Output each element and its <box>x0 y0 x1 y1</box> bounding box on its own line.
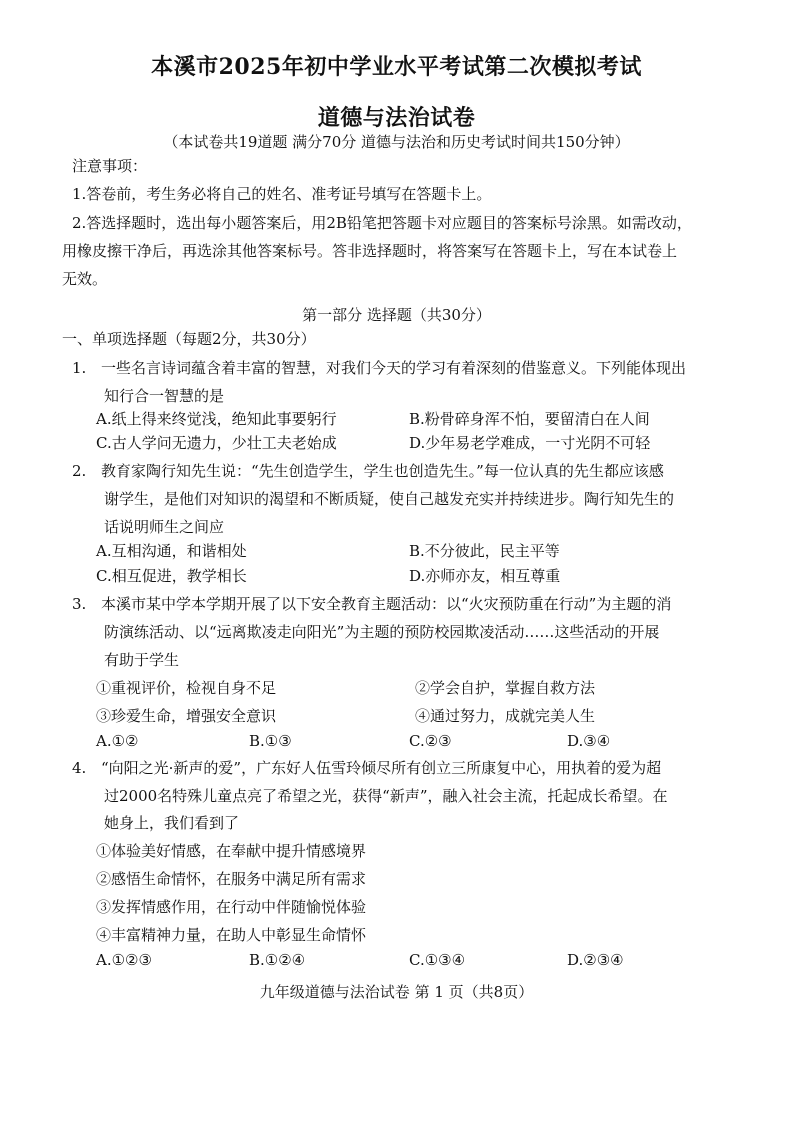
q2-option-b: B.不分彼此，民主平等 <box>409 542 560 560</box>
q3-statement-1: ①重视评价，检视自身不足 <box>96 679 277 697</box>
q1-number: 1. <box>72 359 87 377</box>
q1-option-d: D.少年易老学难成，一寸光阴不可轻 <box>409 434 651 452</box>
q3-option-d: D.③④ <box>567 732 611 750</box>
notes-item-2-line-3: 无效。 <box>62 270 108 288</box>
notes-heading: 注意事项： <box>72 157 148 175</box>
page-footer: 九年级道德与法治试卷 第 1 页（共8页） <box>259 983 534 1001</box>
q3-statement-3: ③珍爱生命，增强安全意识 <box>96 707 277 725</box>
exam-info: （本试卷共19道题 满分70分 道德与法治和历史考试时间共150分钟） <box>163 133 630 151</box>
q4-number: 4. <box>72 759 87 777</box>
q3-stem-line-2: 防演练活动、以“远离欺凌走向阳光”为主题的预防校园欺凌活动……这些活动的开展 <box>104 623 660 641</box>
q2-option-d: D.亦师亦友，相互尊重 <box>409 567 561 585</box>
q4-option-c: C.①③④ <box>409 951 466 969</box>
q1-stem-line-2: 知行合一智慧的是 <box>104 387 225 405</box>
exam-title: 本溪市2025年初中学业水平考试第二次模拟考试 <box>151 54 642 80</box>
q2-number: 2. <box>72 462 87 480</box>
exam-subtitle: 道德与法治试卷 <box>317 105 476 131</box>
q3-option-b: B.①③ <box>249 732 292 750</box>
q2-stem-line-2: 谢学生，是他们对知识的渴望和不断质疑，使自己越发充实并持续进步。陶行知先生的 <box>104 490 675 508</box>
q4-statement-4: ④丰富精神力量，在助人中彰显生命情怀 <box>96 926 367 944</box>
q2-option-c: C.相互促进，教学相长 <box>96 567 247 585</box>
notes-item-2-line-1: 2.答选择题时，选出每小题答案后，用2B铅笔把答题卡对应题目的答案标号涂黑。如需改动， <box>72 214 692 232</box>
q4-option-a: A.①②③ <box>96 951 152 969</box>
q2-option-a: A.互相沟通，和谐相处 <box>96 542 247 560</box>
q3-option-a: A.①② <box>96 732 139 750</box>
part-heading: 第一部分 选择题（共30分） <box>302 306 491 324</box>
q2-stem-line-3: 话说明师生之间应 <box>104 518 225 536</box>
q4-option-d: D.②③④ <box>567 951 624 969</box>
q1-option-b: B.粉骨碎身浑不怕，要留清白在人间 <box>409 410 650 428</box>
q1-option-c: C.古人学问无遗力，少壮工夫老始成 <box>96 434 337 452</box>
q4-stem-line-3: 她身上，我们看到了 <box>104 814 240 832</box>
q3-statement-4: ④通过努力，成就完美人生 <box>415 707 596 725</box>
q4-statement-3: ③发挥情感作用，在行动中伴随愉悦体验 <box>96 898 367 916</box>
q4-stem-line-1: “向阳之光·新声的爱”，广东好人伍雪玲倾尽所有创立三所康复中心，用执着的爱为超 <box>101 759 662 777</box>
notes-item-2-line-2: 用橡皮擦干净后，再选涂其他答案标号。答非选择题时，将答案写在答题卡上，写在本试卷上 <box>62 242 678 260</box>
section-heading: 一、单项选择题（每题2分，共30分） <box>62 330 316 348</box>
q1-option-a: A.纸上得来终觉浅，绝知此事要躬行 <box>96 410 337 428</box>
q3-number: 3. <box>72 595 87 613</box>
q4-option-b: B.①②④ <box>249 951 306 969</box>
notes-item-1: 1.答卷前，考生务必将自己的姓名、准考证号填写在答题卡上。 <box>72 185 492 203</box>
q4-statement-1: ①体验美好情感，在奉献中提升情感境界 <box>96 842 367 860</box>
q3-option-c: C.②③ <box>409 732 452 750</box>
q3-stem-line-3: 有助于学生 <box>104 651 180 669</box>
q4-statement-2: ②感悟生命情怀，在服务中满足所有需求 <box>96 870 367 888</box>
q2-stem-line-1: 教育家陶行知先生说：“先生创造学生，学生也创造先生。”每一位认真的先生都应该感 <box>101 462 664 480</box>
q3-stem-line-1: 本溪市某中学本学期开展了以下安全教育主题活动：以“火灾预防重在行动”为主题的消 <box>101 595 672 613</box>
q3-statement-2: ②学会自护，掌握自救方法 <box>415 679 596 697</box>
q4-stem-line-2: 过2000名特殊儿童点亮了希望之光，获得“新声”，融入社会主流，托起成长希望。在 <box>104 787 668 805</box>
q1-stem-line-1: 一些名言诗词蕴含着丰富的智慧，对我们今天的学习有着深刻的借鉴意义。下列能体现出 <box>101 359 687 377</box>
